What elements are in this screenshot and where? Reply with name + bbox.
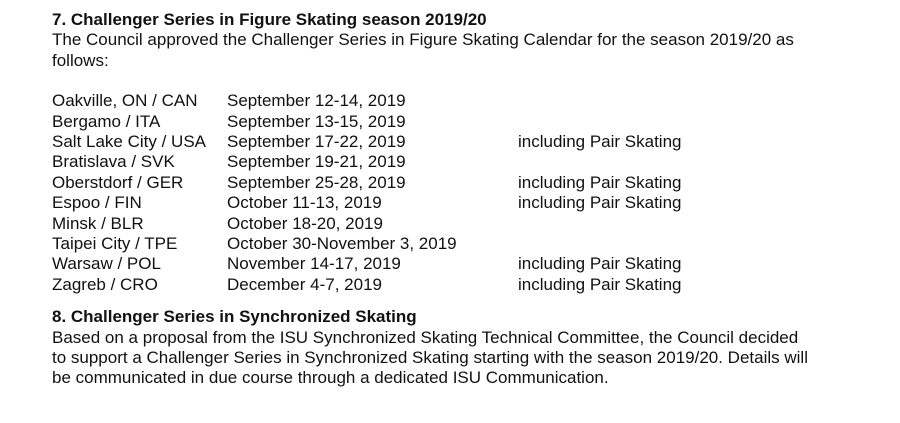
section-gap	[52, 295, 882, 307]
section-7	[52, 10, 882, 295]
event-city: Salt Lake City / USA	[52, 132, 207, 151]
event-dates: October 11-13, 2019	[227, 193, 382, 213]
event-row	[52, 112, 882, 132]
section-7-intro-line-2: follows:	[52, 50, 109, 70]
event-row	[52, 275, 882, 295]
event-dates: October 18-20, 2019	[227, 213, 383, 233]
event-dates: September 12-14, 2019	[227, 91, 406, 111]
event-city: Bergamo / ITA	[52, 111, 161, 131]
event-note: including Pair Skating	[518, 193, 682, 213]
spacer	[52, 71, 882, 91]
event-row	[52, 132, 882, 152]
event-city: Oakville, ON / CAN	[52, 91, 198, 111]
document-page	[52, 10, 882, 389]
event-note: including Pair Skating	[518, 274, 682, 294]
event-row	[52, 173, 882, 193]
event-city: Warsaw / POL	[52, 254, 161, 274]
event-dates: September 13-15, 2019	[227, 111, 406, 131]
section-7-heading: 7. Challenger Series in Figure Skating season 2019/20	[52, 10, 487, 29]
event-row	[52, 234, 882, 254]
event-city: Zagreb / CRO	[52, 274, 158, 294]
event-note: including Pair Skating	[518, 172, 682, 192]
event-note	[518, 234, 882, 254]
event-city: Espoo / FIN	[52, 193, 142, 213]
section-8-body-line-2: to support a Challenger Series in Synchronized Skating starting with the season 2019/20. Details will	[52, 347, 808, 367]
section-8-body-line-3: be communicated in due course through a dedicated ISU Communication.	[52, 368, 609, 388]
event-note	[518, 152, 882, 172]
event-row	[52, 152, 882, 172]
event-calendar-list	[52, 91, 882, 295]
event-row	[52, 193, 882, 213]
event-city: Taipei City / TPE	[52, 233, 178, 253]
event-note	[518, 112, 882, 132]
section-8	[52, 307, 882, 389]
event-dates: October 30-November 3, 2019	[227, 233, 457, 253]
event-dates: November 14-17, 2019	[227, 254, 401, 274]
event-row	[52, 254, 882, 274]
event-row	[52, 214, 882, 234]
event-dates: September 19-21, 2019	[227, 152, 406, 172]
event-dates: September 17-22, 2019	[227, 132, 406, 151]
event-note: including Pair Skating	[518, 132, 682, 151]
event-dates: September 25-28, 2019	[227, 172, 406, 192]
event-dates: December 4-7, 2019	[227, 274, 382, 294]
event-note	[518, 91, 882, 111]
event-city: Minsk / BLR	[52, 213, 144, 233]
section-8-heading: 8. Challenger Series in Synchronized Skating	[52, 307, 417, 327]
event-city: Bratislava / SVK	[52, 152, 175, 172]
section-8-body-line-1: Based on a proposal from the ISU Synchronized Skating Technical Committee, the Council decided	[52, 327, 799, 347]
section-7-intro-line-1: The Council approved the Challenger Series in Figure Skating Calendar for the season 2019/20 as	[52, 30, 794, 50]
event-note: including Pair Skating	[518, 254, 682, 274]
event-city: Oberstdorf / GER	[52, 172, 184, 192]
event-note	[518, 214, 882, 234]
event-row	[52, 91, 882, 111]
